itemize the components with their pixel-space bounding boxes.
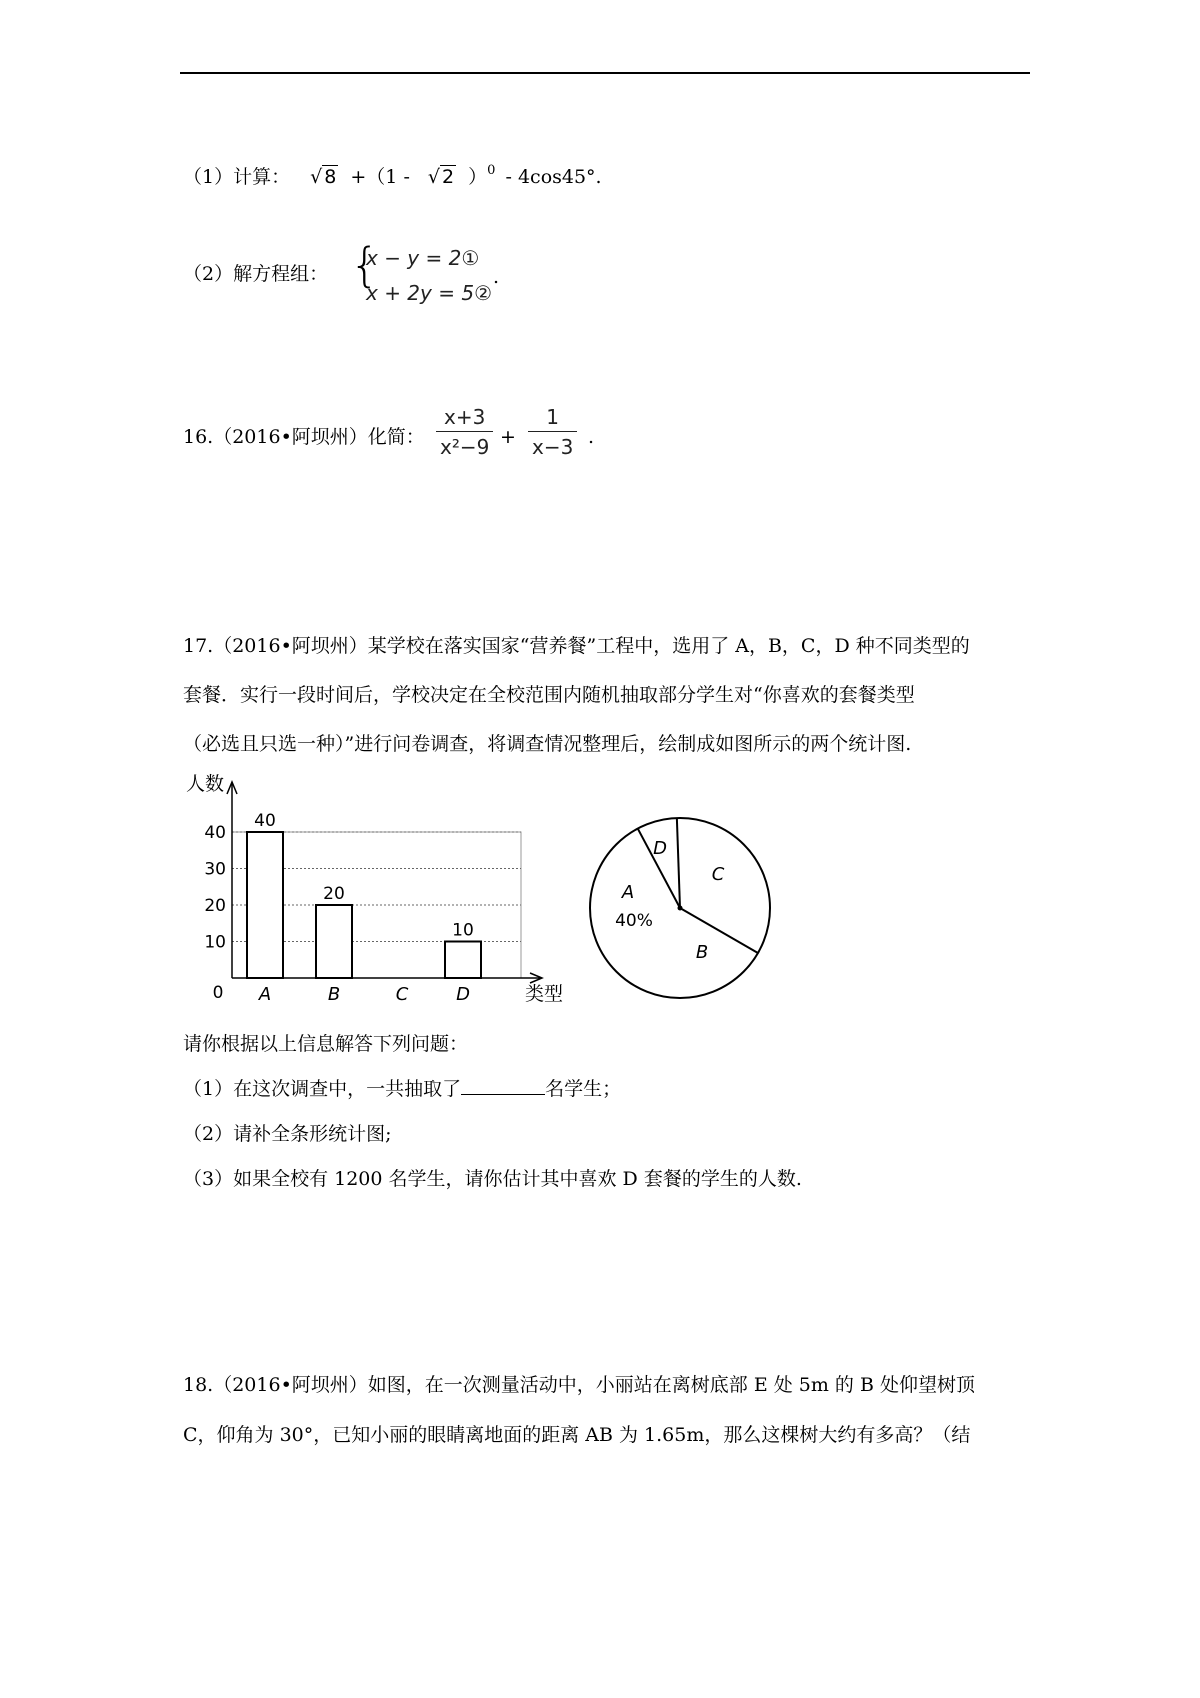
q17-sub1 xyxy=(183,1080,621,1099)
bar xyxy=(316,905,352,978)
bar-data-label: 10 xyxy=(452,920,474,941)
q16-suffix: . xyxy=(588,426,595,448)
fraction-1 xyxy=(436,405,493,459)
sqrt-8: √ 8 xyxy=(310,166,337,188)
pie-slice-label: C xyxy=(711,864,725,885)
pie-chart xyxy=(580,808,780,1008)
bar-data-label: 40 xyxy=(254,811,276,831)
x-tick-label: C xyxy=(395,984,409,1005)
q16-plus: + xyxy=(500,426,516,448)
fraction-2-numerator: 1 xyxy=(546,405,560,429)
q17-sub1-pre: （1）在这次调查中，一共抽取了 xyxy=(183,1078,462,1100)
q15-part1-suffix: - 4cos45°. xyxy=(505,166,602,188)
q15-part2-suffix: . xyxy=(493,266,500,288)
sqrt-2-radicand: 2 xyxy=(442,166,455,188)
q17-sub2: （2）请补全条形统计图; xyxy=(183,1123,392,1145)
x-tick-label: B xyxy=(327,984,341,1005)
bar-data-label: 20 xyxy=(323,884,345,904)
sqrt-2: √ 2 xyxy=(427,166,455,188)
answer-blank[interactable] xyxy=(461,1093,545,1095)
system-brace: { xyxy=(350,238,380,292)
equation-2: x + 2y = 5② xyxy=(366,281,492,305)
q17-prompt: 请你根据以上信息解答下列问题： xyxy=(183,1033,469,1055)
q17-sub1-post: 名学生； xyxy=(545,1078,622,1100)
x-tick-label: D xyxy=(456,984,470,1005)
y-tick-label: 10 xyxy=(204,932,226,953)
fraction-1-numerator: x+3 xyxy=(444,405,486,429)
q15-part1 xyxy=(183,163,602,188)
sqrt-8-radicand: 8 xyxy=(324,166,337,188)
equation-1: x − y = 2① xyxy=(366,246,480,270)
fraction-1-denominator: x²−9 xyxy=(436,431,493,459)
q15-part1-plus: +（1 - xyxy=(350,166,410,188)
pie-slice-percent: 40% xyxy=(615,911,653,931)
pie-slice-label: D xyxy=(653,838,667,859)
bar xyxy=(445,942,481,979)
fraction-2 xyxy=(528,405,577,459)
header-rule xyxy=(180,72,1030,74)
fraction-2-denominator: x−3 xyxy=(528,431,577,459)
y-tick-label: 30 xyxy=(204,859,226,880)
q15-part1-exponent: 0 xyxy=(487,163,496,178)
bar xyxy=(247,832,283,978)
pie-center xyxy=(678,906,683,911)
pie-slice-label: B xyxy=(695,942,709,963)
q15-part2-prefix: （2）解方程组： xyxy=(183,263,329,285)
q15-part1-close: ） xyxy=(468,166,488,188)
pie-slice-label: A xyxy=(621,882,635,903)
q16-prefix: 16.（2016•阿坝州）化简： xyxy=(183,426,425,448)
q17-line2: 套餐．实行一段时间后，学校决定在全校范围内随机抽取部分学生对“你喜欢的套餐类型 xyxy=(183,684,915,706)
x-axis-title: 类型 xyxy=(525,983,564,1005)
origin-label: 0 xyxy=(212,983,224,1003)
q18-line1: 18.（2016•阿坝州）如图，在一次测量活动中，小丽站在离树底部 E 处 5m 的 B 处仰望树顶 xyxy=(183,1374,975,1396)
y-tick-label: 20 xyxy=(204,896,226,916)
x-tick-label: A xyxy=(258,984,272,1005)
y-tick-label: 40 xyxy=(204,823,226,843)
q17-line3: （必选且只选一种）”进行问卷调查，将调查情况整理后，绘制成如图所示的两个统计图. xyxy=(183,733,912,755)
q17-line1: 17.（2016•阿坝州）某学校在落实国家“营养餐”工程中，选用了 A，B，C，D 种不同类型的 xyxy=(183,635,970,657)
q15-part1-prefix: （1）计算： xyxy=(183,166,291,188)
q17-sub3: （3）如果全校有 1200 名学生，请你估计其中喜欢 D 套餐的学生的人数. xyxy=(183,1168,802,1190)
q18-line2: C，仰角为 30°，已知小丽的眼睛离地面的距离 AB 为 1.65m，那么这棵树大约有多高？（结 xyxy=(183,1424,971,1446)
y-axis-title: 人数 xyxy=(186,773,225,795)
